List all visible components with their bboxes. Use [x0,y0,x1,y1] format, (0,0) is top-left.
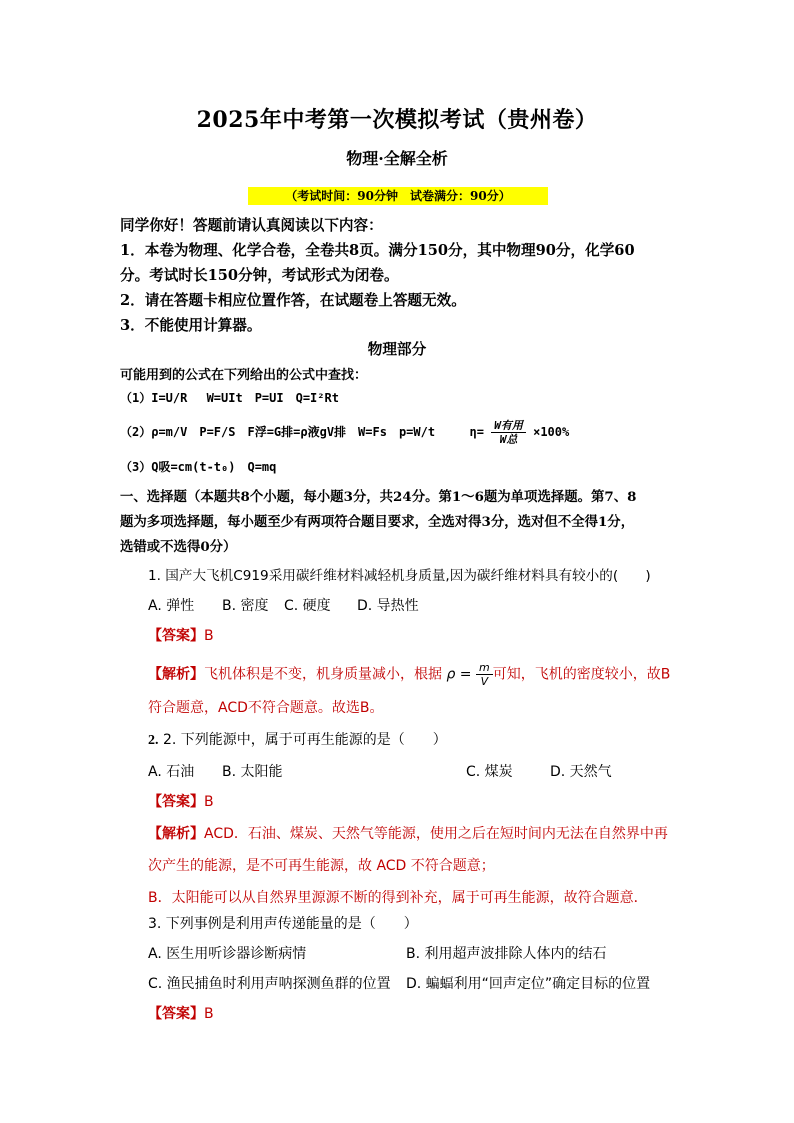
efficiency-numerator: W有用 [491,419,526,433]
question-1-option-c: C. 硬度 [284,598,331,614]
question-3-answer [148,1003,214,1023]
question-3-option-b: B. 利用超声波排除人体内的结石 [406,946,607,962]
question-2-analysis-line-2: 次产生的能源，是不可再生能源，故 ACD 不符合题意； [148,858,495,874]
analysis-text-b: 可知，飞机的密度较小，故B [492,666,671,683]
answer-tag: 【答案】 [148,628,204,644]
question-2-option-d: D. 天然气 [550,764,612,780]
question-1-stem: 1. 国产大飞机C919采用碳纤维材料减轻机身质量,因为碳纤维材料具有较小的( ) [148,568,651,584]
notice-greeting: 同学你好！答题前请认真阅读以下内容： [120,217,383,234]
physics-section-title: 物理部分 [367,341,427,358]
answer-value: B [204,1006,214,1022]
analysis-tag: 【解析】 [148,666,204,683]
question-2-analysis-line-3: B．太阳能可以从自然界里源源不断的得到补充，属于可再生能源，故符合题意． [148,890,648,906]
question-2-option-b: B. 太阳能 [222,764,283,780]
efficiency-symbol: η= [469,425,484,439]
page-subtitle: 物理·全解全析 [346,149,448,168]
efficiency-percent: ×100% [533,425,570,439]
page-title: 2025年中考第一次模拟考试（贵州卷） [196,107,598,133]
formula-intro: 可能用到的公式在下列给出的公式中查找： [120,368,368,383]
question-1-answer [148,625,214,645]
question-2-answer [148,791,214,811]
question-2-stem: 2. 2. 下列能源中，属于可再生能源的是（ ） [148,732,447,748]
density-formula-lhs: ρ = [446,666,472,683]
question-1-option-a: A. 弹性 [148,598,195,614]
efficiency-denominator: W总 [499,433,518,446]
analysis-text: ACD．石油、煤炭、天然气等能源，使用之后在短时间内无法在自然界中再 [204,826,668,842]
question-2-option-c: C. 煤炭 [466,764,513,780]
question-1-option-b: B. 密度 [222,598,269,614]
notice-item-1-line-2: 分。考试时长150分钟，考试形式为闭卷。 [120,267,399,284]
analysis-text-a: 飞机体积是不变，机身质量减小，根据 [204,666,442,683]
answer-value: B [204,794,214,810]
question-3-stem [148,913,418,933]
question-2-option-a: A. 石油 [148,764,195,780]
notice-item-1-line-1: 1．本卷为物理、化学合卷，全卷共8页。满分150分，其中物理90分，化学60 [120,242,635,259]
density-numerator: m [476,661,493,675]
section-1-heading-line-3: 选错或不选得0分） [120,539,237,555]
question-1-option-d: D. 导热性 [357,598,419,614]
density-denominator: V [480,675,489,688]
notice-item-3: 3．不能使用计算器。 [120,317,262,334]
question-3-option-a: A. 医生用听诊器诊断病情 [148,946,307,962]
formula-line-2-main: （2）ρ=m/V P=F/S F浮=G排=ρ液gV排 W=Fs p=W/t [120,425,436,439]
answer-tag: 【答案】 [148,1006,204,1022]
question-3-option-c: C. 渔民捕鱼时利用声呐探测鱼群的位置 [148,976,391,992]
notice-item-2: 2．请在答题卡相应位置作答，在试题卷上答题无效。 [120,292,466,309]
question-1-analysis-line-2: 符合题意，ACD不符合题意。故选B。 [148,700,384,716]
question-3-stem-text: 3. 下列事例是利用声传递能量的是（ ） [148,916,418,932]
section-1-heading-line-2: 题为多项选择题，每小题至少有两项符合题目要求，全选对得3分，选对但不全得1分， [120,514,635,530]
analysis-tag: 【解析】 [148,826,204,842]
answer-value: B [204,628,214,644]
question-2-stem-text: 2. 下列能源中，属于可再生能源的是（ ） [162,732,447,748]
answer-tag: 【答案】 [148,794,204,810]
exam-info-highlight: （考试时间：90分钟 试卷满分：90分） [248,187,548,205]
question-1-analysis-line-1 [148,661,670,688]
question-3-option-d: D. 蝙蝠利用“回声定位”确定目标的位置 [406,976,651,992]
formula-line-2 [120,419,569,446]
formula-line-3: （3）Q吸=cm(t-t₀) Q=mq [120,460,277,474]
formula-line-1: （1）I=U/R W=UIt P=UI Q=I²Rt [120,391,339,405]
section-1-heading-line-1: 一、选择题（本题共8个小题，每小题3分，共24分。第1～6题为单项选择题。第7、8 [120,489,637,505]
question-2-analysis-line-1 [148,823,668,843]
density-formula-fraction [476,661,493,688]
efficiency-fraction [491,419,526,446]
